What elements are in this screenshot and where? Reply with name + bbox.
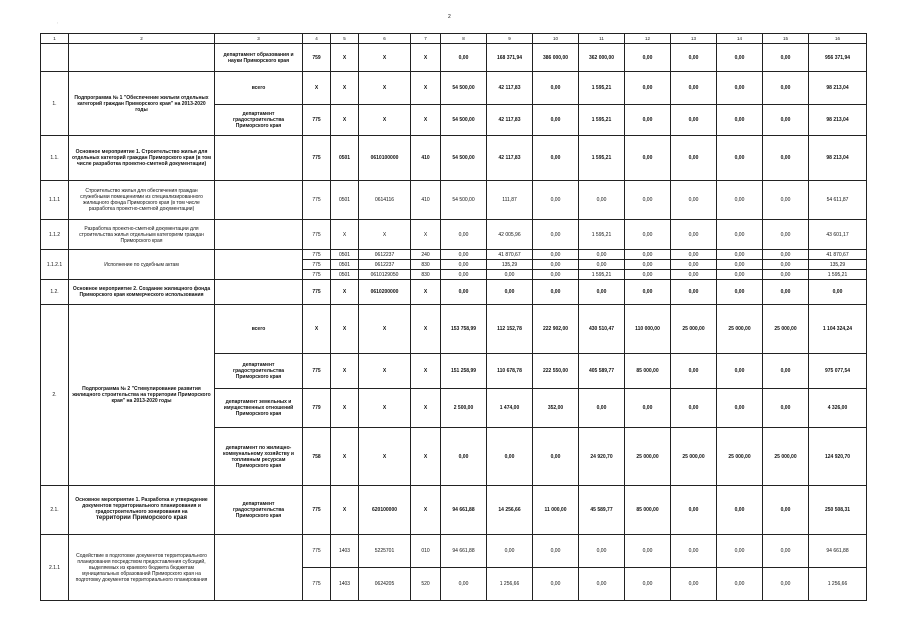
code-target: Х [359, 220, 411, 250]
header-cell: 11 [579, 34, 625, 44]
year-value: 0,00 [763, 354, 809, 389]
year-value: 11 000,00 [533, 486, 579, 535]
year-value: 0,00 [579, 568, 625, 601]
code-grbs: 779 [303, 389, 331, 428]
year-value: 111,87 [487, 181, 533, 220]
total-value: 956 371,94 [809, 44, 867, 72]
year-value: 0,00 [533, 72, 579, 105]
year-value: 0,00 [671, 220, 717, 250]
year-value: 0,00 [441, 250, 487, 260]
table-row [41, 486, 867, 535]
year-value: 0,00 [625, 260, 671, 270]
year-value: 0,00 [763, 270, 809, 280]
year-value: 0,00 [441, 280, 487, 305]
header-cell: 7 [411, 34, 441, 44]
year-value: 0,00 [625, 280, 671, 305]
year-value: 25 000,00 [763, 305, 809, 354]
total-value: 54 611,87 [809, 181, 867, 220]
code-grbs: 775 [303, 486, 331, 535]
year-value: 0,00 [717, 136, 763, 181]
code-grbs: 775 [303, 136, 331, 181]
year-value: 0,00 [625, 250, 671, 260]
year-value: 0,00 [763, 220, 809, 250]
code-grbs: 775 [303, 105, 331, 136]
year-value: 352,00 [533, 389, 579, 428]
year-value: 222 902,00 [533, 305, 579, 354]
executor-cell: департамент земельных и имущественных отношений Приморского края [215, 389, 303, 428]
header-cell: 6 [359, 34, 411, 44]
year-value: 0,00 [717, 105, 763, 136]
year-value: 25 000,00 [717, 428, 763, 486]
header-cell: 4 [303, 34, 331, 44]
code-section: Х [331, 280, 359, 305]
year-value: 1 595,21 [579, 72, 625, 105]
year-value: 0,00 [671, 568, 717, 601]
year-value: 168 371,94 [487, 44, 533, 72]
year-value: 1 474,00 [487, 389, 533, 428]
header-cell: 12 [625, 34, 671, 44]
header-cell: 15 [763, 34, 809, 44]
code-expense-type: 240 [411, 250, 441, 260]
year-value: 0,00 [441, 44, 487, 72]
code-expense-type: 410 [411, 181, 441, 220]
code-section: 0501 [331, 270, 359, 280]
year-value: 0,00 [671, 105, 717, 136]
row-title [69, 535, 215, 601]
executor-cell [215, 220, 303, 250]
year-value: 135,29 [487, 260, 533, 270]
year-value: 0,00 [441, 260, 487, 270]
header-row [41, 34, 867, 44]
year-value: 94 661,88 [441, 535, 487, 568]
code-grbs: 759 [303, 44, 331, 72]
code-section: Х [331, 354, 359, 389]
year-value: 0,00 [763, 280, 809, 305]
code-expense-type: Х [411, 44, 441, 72]
code-expense-type: Х [411, 486, 441, 535]
year-value: 0,00 [671, 270, 717, 280]
header-cell: 8 [441, 34, 487, 44]
row-title [69, 280, 215, 305]
year-value: 85 000,00 [625, 354, 671, 389]
year-value: 0,00 [671, 260, 717, 270]
year-value: 0,00 [671, 136, 717, 181]
table-row [41, 305, 867, 354]
code-section: Х [331, 72, 359, 105]
code-target: Х [359, 105, 411, 136]
executor-cell: всего [215, 305, 303, 354]
code-section: 0501 [331, 136, 359, 181]
header-cell: 16 [809, 34, 867, 44]
year-value: 42 117,83 [487, 136, 533, 181]
year-value: 0,00 [763, 250, 809, 260]
row-title [69, 181, 215, 220]
code-section: Х [331, 486, 359, 535]
year-value: 54 500,00 [441, 105, 487, 136]
year-value: 0,00 [717, 181, 763, 220]
row-title [69, 44, 215, 72]
year-value: 0,00 [671, 280, 717, 305]
code-section: 1403 [331, 535, 359, 568]
code-section: Х [331, 220, 359, 250]
code-target: Х [359, 305, 411, 354]
year-value: 0,00 [717, 72, 763, 105]
table-row [41, 250, 867, 260]
row-title-text: Основное мероприятие 1. Разработка и утверждение документов территориального планирования и градостроительного зонирования на [75, 497, 208, 516]
year-value: 1 595,21 [579, 136, 625, 181]
year-value: 0,00 [533, 270, 579, 280]
header-cell: 5 [331, 34, 359, 44]
year-value: 0,00 [579, 260, 625, 270]
code-target: Х [359, 354, 411, 389]
year-value: 0,00 [533, 535, 579, 568]
year-value: 0,00 [441, 270, 487, 280]
table-row [41, 220, 867, 250]
year-value: 405 589,77 [579, 354, 625, 389]
year-value: 25 000,00 [671, 305, 717, 354]
year-value: 0,00 [441, 428, 487, 486]
row-number: 1.1.2.1 [41, 250, 69, 280]
code-section: Х [331, 389, 359, 428]
code-target: 620100000 [359, 486, 411, 535]
year-value: 54 500,00 [441, 181, 487, 220]
row-number: 1.1.1 [41, 181, 69, 220]
row-title [69, 136, 215, 181]
executor-cell [215, 136, 303, 181]
year-value: 0,00 [717, 260, 763, 270]
year-value: 45 589,77 [579, 486, 625, 535]
year-value: 0,00 [533, 181, 579, 220]
row-title-text: Подпрограмма № 1 "Обеспечение жильем отдельных категорий граждан Приморского края" на 2013-2020 годы [74, 94, 209, 113]
row-number: 2.1. [41, 486, 69, 535]
row-title-text: Подпрограмма № 2 "Стимулирование развития жилищного строительства на территории Приморского края" на 2013-2020 годы [72, 386, 211, 404]
code-grbs: 758 [303, 428, 331, 486]
header-cell: 9 [487, 34, 533, 44]
total-value: 4 326,00 [809, 389, 867, 428]
total-value: 975 077,54 [809, 354, 867, 389]
year-value: 85 000,00 [625, 486, 671, 535]
row-title-continued: территории Приморского края [95, 515, 188, 522]
row-title [69, 486, 215, 535]
table-row [41, 44, 867, 72]
year-value: 41 870,67 [487, 250, 533, 260]
year-value: 0,00 [763, 486, 809, 535]
header-cell: 14 [717, 34, 763, 44]
code-expense-type: Х [411, 280, 441, 305]
year-value: 0,00 [671, 250, 717, 260]
year-value: 222 550,00 [533, 354, 579, 389]
header-cell: 13 [671, 34, 717, 44]
year-value: 94 661,88 [441, 486, 487, 535]
executor-cell [215, 535, 303, 601]
executor-cell: департамент градостроительства Приморского края [215, 486, 303, 535]
year-value: 24 920,70 [579, 428, 625, 486]
year-value: 0,00 [763, 568, 809, 601]
year-value: 0,00 [487, 270, 533, 280]
year-value: 0,00 [579, 280, 625, 305]
year-value: 0,00 [533, 250, 579, 260]
code-grbs: 775 [303, 270, 331, 280]
year-value: 110 678,78 [487, 354, 533, 389]
row-title-text: Основное мероприятие 2. Создание жилищного фонда Приморского края коммерческого использования [72, 286, 211, 298]
code-expense-type: 520 [411, 568, 441, 601]
year-value: 0,00 [487, 280, 533, 305]
year-value: 0,00 [487, 535, 533, 568]
year-value: 54 500,00 [441, 136, 487, 181]
code-expense-type: Х [411, 220, 441, 250]
code-grbs: 775 [303, 280, 331, 305]
header-cell: 1 [41, 34, 69, 44]
year-value: 42 117,83 [487, 72, 533, 105]
code-target: 0610200000 [359, 280, 411, 305]
year-value: 0,00 [441, 568, 487, 601]
table-row [41, 280, 867, 305]
year-value: 0,00 [763, 72, 809, 105]
year-value: 0,00 [763, 260, 809, 270]
code-expense-type: Х [411, 305, 441, 354]
year-value: 0,00 [625, 568, 671, 601]
year-value: 0,00 [625, 270, 671, 280]
code-section: 0501 [331, 181, 359, 220]
year-value: 0,00 [671, 354, 717, 389]
header-cell: 10 [533, 34, 579, 44]
row-number: 2. [41, 305, 69, 486]
code-grbs: 775 [303, 535, 331, 568]
row-title [69, 305, 215, 486]
executor-cell [215, 181, 303, 220]
code-target: 0612237 [359, 250, 411, 260]
code-grbs: Х [303, 305, 331, 354]
code-expense-type: 830 [411, 260, 441, 270]
year-value: 0,00 [487, 428, 533, 486]
code-expense-type: Х [411, 354, 441, 389]
year-value: 0,00 [763, 181, 809, 220]
code-expense-type: 410 [411, 136, 441, 181]
total-value: 1 256,66 [809, 568, 867, 601]
total-value: 98 213,04 [809, 105, 867, 136]
year-value: 0,00 [579, 535, 625, 568]
header-cell: 3 [215, 34, 303, 44]
row-number [41, 44, 69, 72]
year-value: 153 758,99 [441, 305, 487, 354]
row-title-text: Содействие в подготовке документов территориального планирования посредством предоставления субсидий, выделяемых из краевого бюджета бюджетам муниципальных образований Приморского края на подготовку документов территориального планирования [75, 552, 208, 583]
table-row [41, 181, 867, 220]
year-value: 25 000,00 [625, 428, 671, 486]
year-value: 0,00 [671, 72, 717, 105]
year-value: 0,00 [763, 535, 809, 568]
corner-mark: , [57, 19, 59, 24]
row-title-text: Основное мероприятие 1. Строительство жилья для отдельных категорий граждан Приморского края (в том числе разработка проектно-сметной документации) [71, 149, 211, 167]
year-value: 42 005,96 [487, 220, 533, 250]
executor-cell: всего [215, 72, 303, 105]
budget-table [40, 33, 867, 601]
executor-cell: департамент градостроительства Приморского края [215, 105, 303, 136]
code-target: 0612237 [359, 260, 411, 270]
executor-cell: департамент градостроительства Приморского края [215, 354, 303, 389]
table-row [41, 72, 867, 105]
year-value: 430 510,47 [579, 305, 625, 354]
code-section: Х [331, 428, 359, 486]
code-grbs: 775 [303, 260, 331, 270]
row-title [69, 250, 215, 280]
year-value: 386 000,00 [533, 44, 579, 72]
year-value: 25 000,00 [671, 428, 717, 486]
year-value: 0,00 [717, 486, 763, 535]
code-target: Х [359, 44, 411, 72]
year-value: 0,00 [671, 44, 717, 72]
executor-cell [215, 250, 303, 280]
row-number: 1.1. [41, 136, 69, 181]
year-value: 14 256,66 [487, 486, 533, 535]
code-target: Х [359, 389, 411, 428]
year-value: 25 000,00 [763, 428, 809, 486]
code-section: Х [331, 44, 359, 72]
year-value: 0,00 [717, 535, 763, 568]
year-value: 0,00 [717, 250, 763, 260]
code-expense-type: Х [411, 428, 441, 486]
code-target: Х [359, 72, 411, 105]
year-value: 1 595,21 [579, 270, 625, 280]
year-value: 0,00 [625, 44, 671, 72]
year-value: 0,00 [717, 354, 763, 389]
year-value: 110 000,00 [625, 305, 671, 354]
year-value: 42 117,83 [487, 105, 533, 136]
table-body [41, 34, 867, 601]
code-target: Х [359, 428, 411, 486]
code-target: 0610100000 [359, 136, 411, 181]
year-value: 0,00 [763, 136, 809, 181]
row-title-text: Строительство жилья для обеспечения граждан служебными помещениями из специализированного жилищного фонда Приморского края (в том числе разработка проектно-сметной документации) [80, 188, 203, 212]
year-value: 0,00 [717, 270, 763, 280]
year-value: 0,00 [625, 136, 671, 181]
code-expense-type: 830 [411, 270, 441, 280]
code-grbs: 775 [303, 250, 331, 260]
year-value: 0,00 [625, 72, 671, 105]
year-value: 0,00 [533, 568, 579, 601]
executor-cell [215, 280, 303, 305]
year-value: 0,00 [579, 389, 625, 428]
year-value: 0,00 [533, 136, 579, 181]
year-value: 0,00 [717, 44, 763, 72]
page-number: 2 [448, 14, 451, 20]
code-target: 0614116 [359, 181, 411, 220]
year-value: 25 000,00 [717, 305, 763, 354]
year-value: 0,00 [763, 389, 809, 428]
year-value: 0,00 [671, 181, 717, 220]
code-section: 0501 [331, 260, 359, 270]
total-value: 124 920,70 [809, 428, 867, 486]
year-value: 0,00 [579, 181, 625, 220]
total-value: 98 213,04 [809, 136, 867, 181]
year-value: 0,00 [533, 280, 579, 305]
code-grbs: 775 [303, 568, 331, 601]
year-value: 0,00 [533, 428, 579, 486]
year-value: 0,00 [533, 105, 579, 136]
code-grbs: 775 [303, 220, 331, 250]
code-section: Х [331, 305, 359, 354]
code-section: Х [331, 105, 359, 136]
year-value: 0,00 [625, 535, 671, 568]
total-value: 1 104 324,24 [809, 305, 867, 354]
total-value: 135,29 [809, 260, 867, 270]
total-value: 98 213,04 [809, 72, 867, 105]
code-expense-type: 010 [411, 535, 441, 568]
row-title-text: Разработка проектно-сметной документации для строительства жилья отдельным категориям граждан Приморского края [79, 225, 204, 244]
year-value: 151 258,99 [441, 354, 487, 389]
year-value: 0,00 [625, 105, 671, 136]
total-value: 1 595,21 [809, 270, 867, 280]
year-value: 0,00 [671, 535, 717, 568]
year-value: 0,00 [441, 220, 487, 250]
executor-cell: департамент по жилищно-коммунальному хозяйству и топливным ресурсам Приморского края [215, 428, 303, 486]
year-value: 0,00 [717, 280, 763, 305]
code-section: 0501 [331, 250, 359, 260]
year-value: 0,00 [625, 181, 671, 220]
year-value: 0,00 [533, 260, 579, 270]
total-value: 41 870,67 [809, 250, 867, 260]
year-value: 0,00 [579, 250, 625, 260]
code-target: 0624205 [359, 568, 411, 601]
year-value: 0,00 [717, 568, 763, 601]
row-title [69, 220, 215, 250]
code-expense-type: Х [411, 389, 441, 428]
year-value: 362 000,00 [579, 44, 625, 72]
total-value: 0,00 [809, 280, 867, 305]
year-value: 0,00 [717, 389, 763, 428]
code-grbs: 775 [303, 181, 331, 220]
row-title [69, 72, 215, 136]
year-value: 0,00 [717, 220, 763, 250]
year-value: 0,00 [763, 105, 809, 136]
year-value: 0,00 [533, 220, 579, 250]
header-cell: 2 [69, 34, 215, 44]
total-value: 94 661,88 [809, 535, 867, 568]
total-value: 43 601,17 [809, 220, 867, 250]
year-value: 0,00 [625, 220, 671, 250]
row-number: 1. [41, 72, 69, 136]
year-value: 0,00 [625, 389, 671, 428]
year-value: 1 595,21 [579, 220, 625, 250]
year-value: 0,00 [671, 389, 717, 428]
table-row [41, 535, 867, 568]
code-target: 5225701 [359, 535, 411, 568]
row-number: 2.1.1 [41, 535, 69, 601]
total-value: 250 508,31 [809, 486, 867, 535]
year-value: 112 152,78 [487, 305, 533, 354]
code-section: 1403 [331, 568, 359, 601]
row-title-text: Исполнение по судебным актам [104, 261, 179, 268]
year-value: 1 595,21 [579, 105, 625, 136]
table-row [41, 136, 867, 181]
code-expense-type: Х [411, 105, 441, 136]
code-grbs: Х [303, 72, 331, 105]
code-target: 0610129050 [359, 270, 411, 280]
year-value: 2 500,00 [441, 389, 487, 428]
year-value: 1 256,66 [487, 568, 533, 601]
year-value: 0,00 [763, 44, 809, 72]
year-value: 0,00 [671, 486, 717, 535]
row-number: 1.2. [41, 280, 69, 305]
year-value: 54 500,00 [441, 72, 487, 105]
row-number: 1.1.2 [41, 220, 69, 250]
executor-cell: департамент образования и науки Приморского края [215, 44, 303, 72]
code-expense-type: Х [411, 72, 441, 105]
code-grbs: 775 [303, 354, 331, 389]
